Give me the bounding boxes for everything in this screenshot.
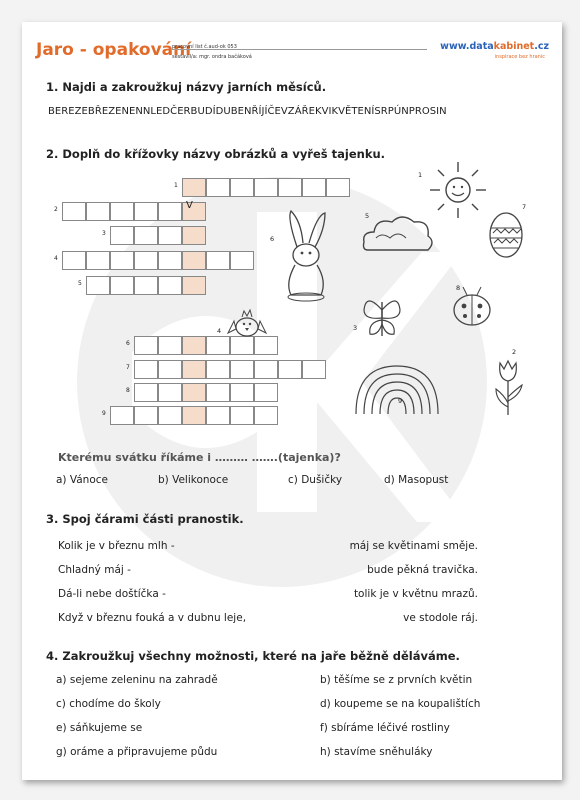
crossword-cell[interactable]	[206, 251, 230, 270]
saying-right-4[interactable]: ve stodole ráj.	[403, 612, 478, 624]
crossword-row-number: 5	[78, 280, 82, 287]
crossword-row-number: 4	[54, 255, 58, 262]
crossword-row-number: 2	[54, 206, 58, 213]
picture-number-7: 7	[522, 203, 527, 211]
crossword-cell[interactable]	[230, 406, 254, 425]
q1-heading: 1. Najdi a zakroužkuj názvy jarních měsíců.	[46, 80, 327, 94]
crossword-cell[interactable]	[230, 336, 254, 355]
picture-number-9: 9	[398, 397, 403, 405]
q2-question: Kterému svátku říkáme i ……… …….(tajenka)?	[58, 451, 341, 464]
crossword-cell[interactable]	[230, 251, 254, 270]
crossword-cell[interactable]	[134, 276, 158, 295]
activity-b[interactable]: b) těšíme se z prvních květin	[320, 674, 473, 686]
crossword-cell[interactable]	[182, 406, 206, 425]
header	[36, 40, 551, 70]
crossword-cell[interactable]	[254, 336, 278, 355]
crossword-cell[interactable]	[278, 178, 302, 197]
picture-number-8: 8	[456, 284, 461, 292]
page-title: Jaro - opakování	[36, 40, 192, 60]
saying-left-3[interactable]: Dá-li nebe doštíčka -	[58, 588, 166, 600]
saying-left-4[interactable]: Když v březnu fouká a v dubnu leje,	[58, 612, 247, 624]
crossword-row-number: 9	[102, 410, 106, 417]
logo-tagline: inspirace bez hranic	[494, 54, 545, 60]
crossword-cell[interactable]	[182, 226, 206, 245]
crossword-cell[interactable]	[86, 202, 110, 221]
crossword-cell[interactable]	[302, 360, 326, 379]
activity-e[interactable]: e) sáňkujeme se	[56, 722, 143, 734]
saying-left-2[interactable]: Chladný máj -	[58, 564, 131, 576]
datakabinet-logo: www.datakabinet.cz	[440, 41, 549, 52]
option-b[interactable]: b) Velikonoce	[158, 474, 229, 486]
crossword-cell[interactable]	[86, 276, 110, 295]
q4-heading: 4. Zakroužkuj všechny možnosti, které na jaře běžně děláváme.	[46, 649, 460, 663]
sheet-meta	[172, 43, 252, 61]
crossword-cell[interactable]	[206, 336, 230, 355]
picture-number-6: 6	[270, 235, 275, 243]
crossword-cell[interactable]	[206, 360, 230, 379]
picture-number-2: 2	[512, 348, 517, 356]
crossword-cell[interactable]	[254, 360, 278, 379]
crossword-cell[interactable]	[158, 336, 182, 355]
crossword-cell[interactable]	[86, 251, 110, 270]
crossword-cell[interactable]	[158, 406, 182, 425]
crossword-cell[interactable]	[158, 360, 182, 379]
activity-a[interactable]: a) sejeme zeleninu na zahradě	[56, 674, 218, 686]
crossword-cell[interactable]	[182, 383, 206, 402]
butterfly-icon	[360, 292, 404, 340]
crossword-cell[interactable]	[182, 360, 206, 379]
crossword-cell[interactable]	[302, 178, 326, 197]
crossword-cell[interactable]	[254, 383, 278, 402]
crossword-cell[interactable]	[230, 360, 254, 379]
crossword-hint-letter: V	[186, 200, 193, 211]
crossword-cell[interactable]	[134, 251, 158, 270]
activity-d[interactable]: d) koupeme se na koupalištích	[320, 698, 481, 710]
crossword-cell[interactable]	[206, 383, 230, 402]
crossword-cell[interactable]	[110, 226, 134, 245]
option-d[interactable]: d) Masopust	[384, 474, 449, 486]
activity-f[interactable]: f) sbíráme léčivé rostliny	[320, 722, 450, 734]
crossword-row-number: 7	[126, 364, 130, 371]
crossword-cell[interactable]	[182, 276, 206, 295]
crossword-cell[interactable]	[134, 383, 158, 402]
crossword-cell[interactable]	[254, 406, 278, 425]
crossword-cell[interactable]	[182, 251, 206, 270]
picture-number-3: 3	[353, 324, 358, 332]
option-c[interactable]: c) Dušičky	[288, 474, 343, 486]
crossword-cell[interactable]	[230, 383, 254, 402]
crossword-cell[interactable]	[110, 276, 134, 295]
crossword-cell[interactable]	[158, 251, 182, 270]
author-line: sestavil/a: mgr. ondra bačáková	[172, 54, 252, 60]
saying-right-3[interactable]: tolik je v květnu mrazů.	[353, 588, 478, 600]
chick-icon	[224, 307, 270, 337]
crossword-cell[interactable]	[158, 383, 182, 402]
crossword-cell[interactable]	[254, 178, 278, 197]
saying-right-2[interactable]: bude pěkná travička.	[367, 564, 478, 576]
q2-heading: 2. Doplň do křížovky názvy obrázků a vyřeš tajenku.	[46, 147, 386, 161]
q1-letter-string: BEREZEBŘEZENENNLEDČERBUDÍDUBENŘÍJÍČEVZÁŘEKVIKVĚTENÍSRPÚNPROSIN	[48, 106, 447, 117]
crossword-cell[interactable]	[134, 336, 158, 355]
picture-number-4: 4	[217, 327, 222, 335]
bunny-icon	[277, 207, 335, 302]
cloud-icon	[360, 210, 436, 260]
crossword-cell[interactable]	[134, 406, 158, 425]
crossword-cell[interactable]	[110, 406, 134, 425]
crossword-cell[interactable]	[278, 360, 302, 379]
crossword-row-number: 8	[126, 387, 130, 394]
crossword-cell[interactable]	[158, 226, 182, 245]
easter-egg-icon	[487, 208, 525, 260]
activity-g[interactable]: g) oráme a připravujeme půdu	[56, 746, 218, 758]
tulip-icon	[492, 357, 524, 419]
crossword-cell[interactable]	[134, 202, 158, 221]
saying-left-1[interactable]: Kolik je v březnu mlh -	[58, 540, 175, 552]
crossword-cell[interactable]	[158, 202, 182, 221]
crossword-cell[interactable]	[182, 178, 206, 197]
crossword-cell[interactable]	[62, 202, 86, 221]
picture-number-5: 5	[365, 212, 370, 220]
crossword-cell[interactable]	[182, 336, 206, 355]
crossword-cell[interactable]	[326, 178, 350, 197]
ladybug-icon	[447, 284, 497, 328]
crossword-cell[interactable]	[134, 226, 158, 245]
crossword-cell[interactable]	[110, 251, 134, 270]
saying-right-1[interactable]: máj se květinami směje.	[349, 540, 478, 552]
crossword-row-number: 6	[126, 340, 130, 347]
q3-heading: 3. Spoj čárami části pranostik.	[46, 512, 244, 526]
activity-c[interactable]: c) chodíme do školy	[56, 698, 161, 710]
worksheet	[22, 22, 562, 780]
crossword-cell[interactable]	[206, 406, 230, 425]
rainbow-icon	[352, 362, 442, 418]
sheet-line: pracovní list č.aud-ok 053	[172, 44, 237, 50]
crossword-cell[interactable]	[206, 178, 230, 197]
activity-h[interactable]: h) stavíme sněhuláky	[320, 746, 433, 758]
crossword-cell[interactable]	[158, 276, 182, 295]
crossword-row-number: 1	[174, 182, 178, 189]
crossword-cell[interactable]	[110, 202, 134, 221]
crossword-cell[interactable]	[134, 360, 158, 379]
header-divider	[172, 49, 427, 50]
sun-icon	[427, 160, 489, 220]
crossword-cell[interactable]	[230, 178, 254, 197]
crossword-cell[interactable]	[62, 251, 86, 270]
crossword-row-number: 3	[102, 230, 106, 237]
option-a[interactable]: a) Vánoce	[56, 474, 108, 486]
picture-number-1: 1	[418, 171, 423, 179]
